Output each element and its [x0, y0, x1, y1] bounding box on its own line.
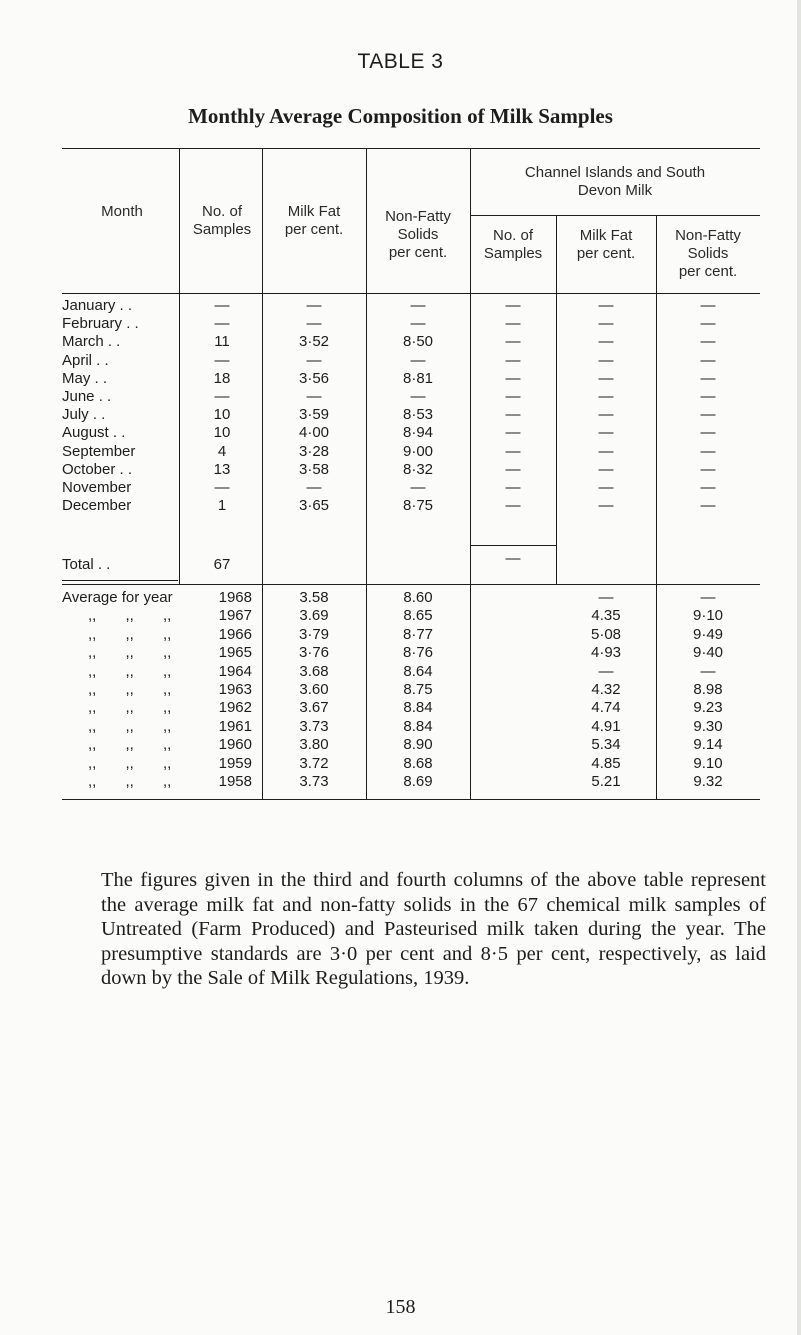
cell-nfs: 8.75: [403, 681, 433, 698]
header-no-samples: No. of Samples: [192, 203, 252, 238]
cell-fat: —: [306, 315, 322, 332]
cell-ci-samples: —: [505, 370, 521, 387]
cell-samples: 1: [217, 497, 227, 514]
average-year: 1963: [218, 681, 252, 698]
average-label: ,, ,, ,,: [88, 736, 172, 753]
cell-ci-nfs: —: [700, 297, 716, 314]
cell-ci-fat: —: [598, 589, 614, 606]
average-label: ,, ,, ,,: [88, 626, 172, 643]
cell-fat: 3.73: [299, 773, 329, 790]
cell-nfs: 8.60: [403, 589, 433, 606]
cell-nfs: 8·81: [402, 370, 434, 387]
table-title: Monthly Average Composition of Milk Samples: [188, 104, 613, 128]
average-year: 1965: [218, 644, 252, 661]
cell-fat: 4·00: [298, 424, 330, 441]
cell-nfs: 8.68: [403, 755, 433, 772]
month-label: July . .: [62, 406, 106, 423]
cell-ci-fat: 4.85: [591, 755, 621, 772]
cell-ci-nfs: 9·40: [692, 644, 724, 661]
cell-fat: 3·28: [298, 443, 330, 460]
header-channel-islands-group: Channel Islands and South Devon Milk: [524, 164, 706, 199]
average-label: ,, ,, ,,: [88, 755, 172, 772]
cell-ci-samples: —: [505, 443, 521, 460]
cell-samples: 10: [213, 406, 231, 423]
cell-ci-nfs: —: [700, 352, 716, 369]
cell-nfs: 8·50: [402, 333, 434, 350]
cell-samples: 13: [213, 461, 231, 478]
cell-ci-nfs: —: [700, 370, 716, 387]
cell-ci-fat: —: [598, 315, 614, 332]
average-year: 1959: [218, 755, 252, 772]
month-label: December: [62, 497, 132, 514]
cell-samples: —: [214, 479, 230, 496]
total-samples: 67: [213, 556, 231, 573]
average-year: 1960: [218, 736, 252, 753]
cell-ci-fat: —: [598, 297, 614, 314]
cell-ci-fat: —: [598, 479, 614, 496]
month-label: June . .: [62, 388, 112, 405]
total-ci-samples: —: [505, 550, 521, 567]
cell-samples: 4: [217, 443, 227, 460]
cell-ci-nfs: 9·49: [692, 626, 724, 643]
cell-nfs: 8.84: [403, 699, 433, 716]
explanatory-paragraph: The figures given in the third and fourth columns of the above table represent the average milk fat and non-fatty solids in the 67 chemical milk samples of Untreated (Farm Produced) and Pasteurised milk taken during the year. The presumptive standards are 3·0 per cent and 8·5 per cent, respectively, as laid down by the Sale of Milk Regulations, 1939.: [101, 869, 766, 989]
cell-ci-nfs: —: [700, 663, 716, 680]
average-year: 1964: [218, 663, 252, 680]
month-label: April . .: [62, 352, 109, 369]
total-label: Total . .: [62, 556, 111, 573]
cell-nfs: 8·53: [402, 406, 434, 423]
cell-fat: 3.69: [299, 607, 329, 624]
cell-ci-samples: —: [505, 388, 521, 405]
cell-samples: 11: [214, 333, 230, 350]
header-ci-no-samples: No. of Samples: [483, 227, 543, 262]
cell-nfs: 8.84: [403, 718, 433, 735]
cell-nfs: 8·76: [402, 644, 434, 661]
cell-ci-fat: —: [598, 497, 614, 514]
cell-nfs: —: [410, 352, 426, 369]
cell-fat: 3.68: [299, 663, 329, 680]
average-year: 1958: [218, 773, 252, 790]
cell-fat: 3·59: [298, 406, 330, 423]
page-edge-shadow: [797, 0, 801, 1335]
cell-fat: 3·58: [298, 461, 330, 478]
cell-fat: 3.67: [299, 699, 329, 716]
average-year: 1962: [218, 699, 252, 716]
cell-fat: 3·79: [298, 626, 330, 643]
cell-ci-fat: 4.91: [591, 718, 621, 735]
cell-nfs: —: [410, 388, 426, 405]
cell-nfs: —: [410, 479, 426, 496]
cell-fat: 3·65: [298, 497, 330, 514]
cell-ci-nfs: 9.32: [693, 773, 723, 790]
cell-ci-fat: 4.32: [591, 681, 621, 698]
cell-nfs: 8.90: [403, 736, 433, 753]
cell-ci-fat: —: [598, 352, 614, 369]
cell-ci-samples: —: [505, 333, 521, 350]
cell-ci-fat: 5.34: [591, 736, 621, 753]
cell-fat: 3·52: [298, 333, 330, 350]
average-label: ,, ,, ,,: [88, 718, 172, 735]
average-year: 1968: [218, 589, 252, 606]
cell-ci-nfs: 9·10: [692, 607, 724, 624]
cell-ci-fat: 4·93: [590, 644, 622, 661]
cell-ci-fat: —: [598, 370, 614, 387]
average-label: ,, ,, ,,: [88, 699, 172, 716]
cell-ci-samples: —: [505, 461, 521, 478]
cell-ci-fat: —: [598, 663, 614, 680]
cell-fat: 3·56: [298, 370, 330, 387]
average-year: 1961: [218, 718, 252, 735]
average-label: Average for year: [62, 589, 173, 606]
cell-ci-samples: —: [505, 424, 521, 441]
cell-ci-samples: —: [505, 315, 521, 332]
header-ci-milk-fat: Milk Fat per cent.: [576, 227, 636, 262]
header-milk-fat: Milk Fat per cent.: [284, 203, 344, 238]
table-label: TABLE 3: [357, 50, 444, 73]
cell-ci-fat: —: [598, 388, 614, 405]
cell-fat: 3·76: [298, 644, 330, 661]
cell-nfs: —: [410, 315, 426, 332]
cell-ci-nfs: —: [700, 479, 716, 496]
cell-fat: 3.80: [299, 736, 329, 753]
cell-fat: —: [306, 297, 322, 314]
cell-fat: —: [306, 479, 322, 496]
cell-ci-nfs: 9.14: [693, 736, 723, 753]
page-number: 158: [385, 1296, 416, 1318]
cell-nfs: 8·32: [402, 461, 434, 478]
month-label: May . .: [62, 370, 108, 387]
cell-ci-nfs: —: [700, 461, 716, 478]
cell-ci-nfs: —: [700, 315, 716, 332]
cell-ci-nfs: —: [700, 388, 716, 405]
month-label: March . .: [62, 333, 121, 350]
cell-fat: 3.58: [299, 589, 329, 606]
month-label: February . .: [62, 315, 139, 332]
cell-nfs: 8·75: [402, 497, 434, 514]
cell-samples: 10: [213, 424, 231, 441]
cell-ci-nfs: —: [700, 497, 716, 514]
cell-nfs: —: [410, 297, 426, 314]
month-label: January . .: [62, 297, 133, 314]
cell-ci-samples: —: [505, 352, 521, 369]
cell-ci-samples: —: [505, 497, 521, 514]
average-label: ,, ,, ,,: [88, 773, 172, 790]
cell-nfs: 9·00: [402, 443, 434, 460]
cell-samples: —: [214, 388, 230, 405]
cell-ci-fat: —: [598, 424, 614, 441]
cell-nfs: 8.69: [403, 773, 433, 790]
cell-ci-nfs: —: [700, 406, 716, 423]
cell-ci-nfs: 9.23: [693, 699, 723, 716]
cell-samples: —: [214, 315, 230, 332]
cell-ci-nfs: —: [700, 589, 716, 606]
month-label: October . .: [62, 461, 133, 478]
cell-ci-fat: —: [598, 461, 614, 478]
cell-ci-nfs: 8.98: [693, 681, 723, 698]
average-label: ,, ,, ,,: [88, 681, 172, 698]
cell-fat: —: [306, 388, 322, 405]
cell-ci-fat: 4.74: [591, 699, 621, 716]
cell-ci-samples: —: [505, 479, 521, 496]
table-bottom-rule: [62, 799, 760, 800]
cell-ci-samples: —: [505, 297, 521, 314]
cell-nfs: 8.64: [403, 663, 433, 680]
cell-samples: 18: [213, 370, 231, 387]
cell-ci-nfs: 9.30: [693, 718, 723, 735]
cell-nfs: 8·94: [402, 424, 434, 441]
average-year: 1966: [218, 626, 252, 643]
cell-fat: 3.60: [299, 681, 329, 698]
cell-ci-fat: —: [598, 443, 614, 460]
cell-fat: —: [306, 352, 322, 369]
average-label: ,, ,, ,,: [88, 607, 172, 624]
cell-nfs: 8.65: [403, 607, 433, 624]
average-label: ,, ,, ,,: [88, 644, 172, 661]
cell-ci-nfs: —: [700, 443, 716, 460]
cell-ci-fat: —: [598, 406, 614, 423]
cell-ci-nfs: —: [700, 333, 716, 350]
header-non-fatty-solids: Non-Fatty Solids per cent.: [385, 208, 451, 261]
cell-ci-fat: 5.21: [591, 773, 621, 790]
channel-group-rule: [470, 215, 760, 216]
header-ci-non-fatty-solids: Non-Fatty Solids per cent.: [675, 227, 741, 280]
average-label: ,, ,, ,,: [88, 663, 172, 680]
cell-fat: 3.72: [299, 755, 329, 772]
monthly-bottom-rule-a: [62, 580, 178, 581]
cell-fat: 3.73: [299, 718, 329, 735]
month-label: September: [62, 443, 136, 460]
month-label: November: [62, 479, 132, 496]
cell-ci-nfs: —: [700, 424, 716, 441]
cell-nfs: 8·77: [402, 626, 434, 643]
cell-ci-samples: —: [505, 406, 521, 423]
cell-ci-fat: 4.35: [591, 607, 621, 624]
month-label: August . .: [62, 424, 126, 441]
cell-ci-nfs: 9.10: [693, 755, 723, 772]
cell-samples: —: [214, 297, 230, 314]
header-month: Month: [101, 203, 143, 220]
average-year: 1967: [218, 607, 252, 624]
cell-samples: —: [214, 352, 230, 369]
cell-ci-fat: —: [598, 333, 614, 350]
cell-ci-fat: 5·08: [590, 626, 622, 643]
table-top-rule: [62, 148, 760, 149]
total-box-top-rule: [470, 545, 556, 546]
